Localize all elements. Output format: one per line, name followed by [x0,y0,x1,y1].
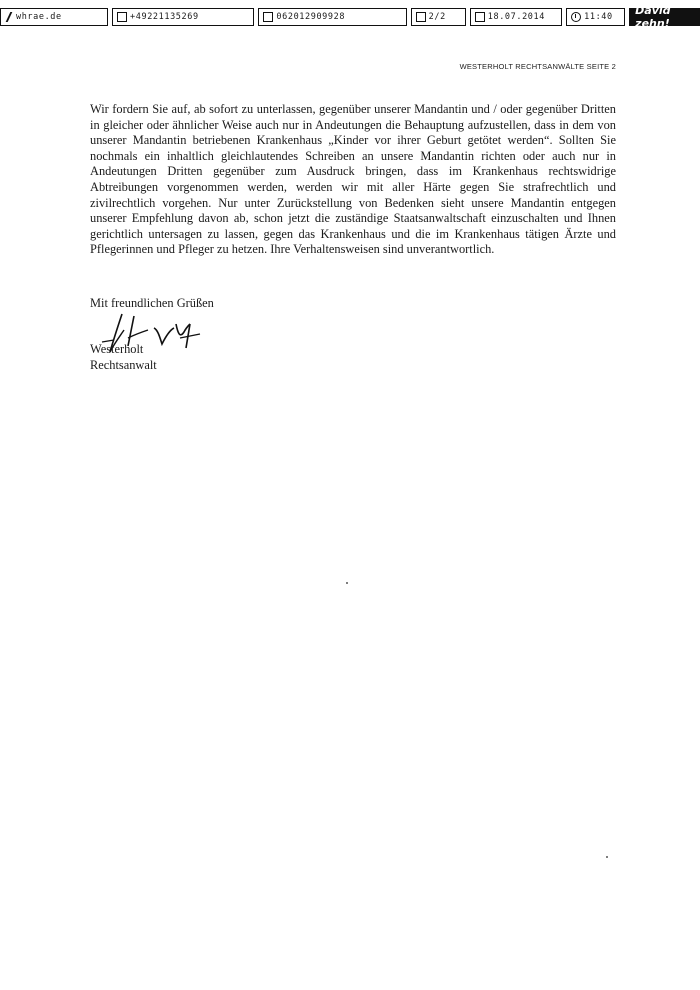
pages-icon [416,12,426,22]
fax-number: +49221135269 [130,12,199,22]
scan-speck [346,582,348,584]
clock-icon [571,12,581,22]
letter-body-paragraph: Wir fordern Sie auf, ab sofort zu unterlassen, gegenüber unserer Mandantin und / oder gegenüber Dritten in gleicher oder ähnlicher Weise auch nur in Andeutungen die Behauptung aufzustellen, dass in dem von unserer Mandantin betriebenen Krankenhaus „Kinder vor ihrer Geburt getötet werden“. Sollten Sie nochmals ein inhaltlich gleichlautendes Schreiben an unsere Mandantin richten oder auch nur in Andeutungen Dritten gegenüber zum Ausdruck bringen, dass im Krankenhaus rechtswidrige Abtreibungen vorgenommen werden, werden wir mit aller Härte gegen Sie strafrechtlich und zivilrechtlich vorgehen. Nur unter Zurückstellung von Bedenken sieht unsere Mandantin entgegen unserer Empfehlung davon ab, schon jetzt die zuständige Staatsanwaltschaft einzuschalten und Ihnen gerichtlich untersagen zu lassen, gegen das Krankenhaus und die im Krankenhaus tätigen Ärzte und Pflegerinnen und Pfleger zu hetzen. Ihre Verhaltensweisen sind unverantwortlich. [90,102,616,257]
signer-name: Westerholt [90,342,144,356]
fax-pages: 2/2 [428,12,446,22]
pen-icon [5,12,13,22]
fax-brand-logo: David zehn! [629,8,700,26]
fax-sender-cell [0,8,108,26]
fax-out-icon [117,12,127,22]
fax-pages-cell [411,8,466,26]
scan-speck [606,856,608,858]
fax-time-cell [566,8,625,26]
running-header: WESTERHOLT RECHTSANWÄLTE SEITE 2 [459,62,616,71]
fax-receiver-number: 062012909928 [276,12,346,22]
fax-date-cell [470,8,562,26]
signer-title: Rechtsanwalt [90,358,157,372]
fax-header-bar [0,4,700,30]
fax-time: 11:40 [584,12,613,22]
closing-salutation: Mit freundlichen Grüßen [90,296,214,310]
fax-receiver-cell [258,8,406,26]
phone-icon [263,12,273,22]
calendar-icon [475,12,485,22]
fax-date: 18.07.2014 [487,12,545,22]
fax-sender: whrae.de [16,12,62,22]
fax-number-cell [112,8,254,26]
